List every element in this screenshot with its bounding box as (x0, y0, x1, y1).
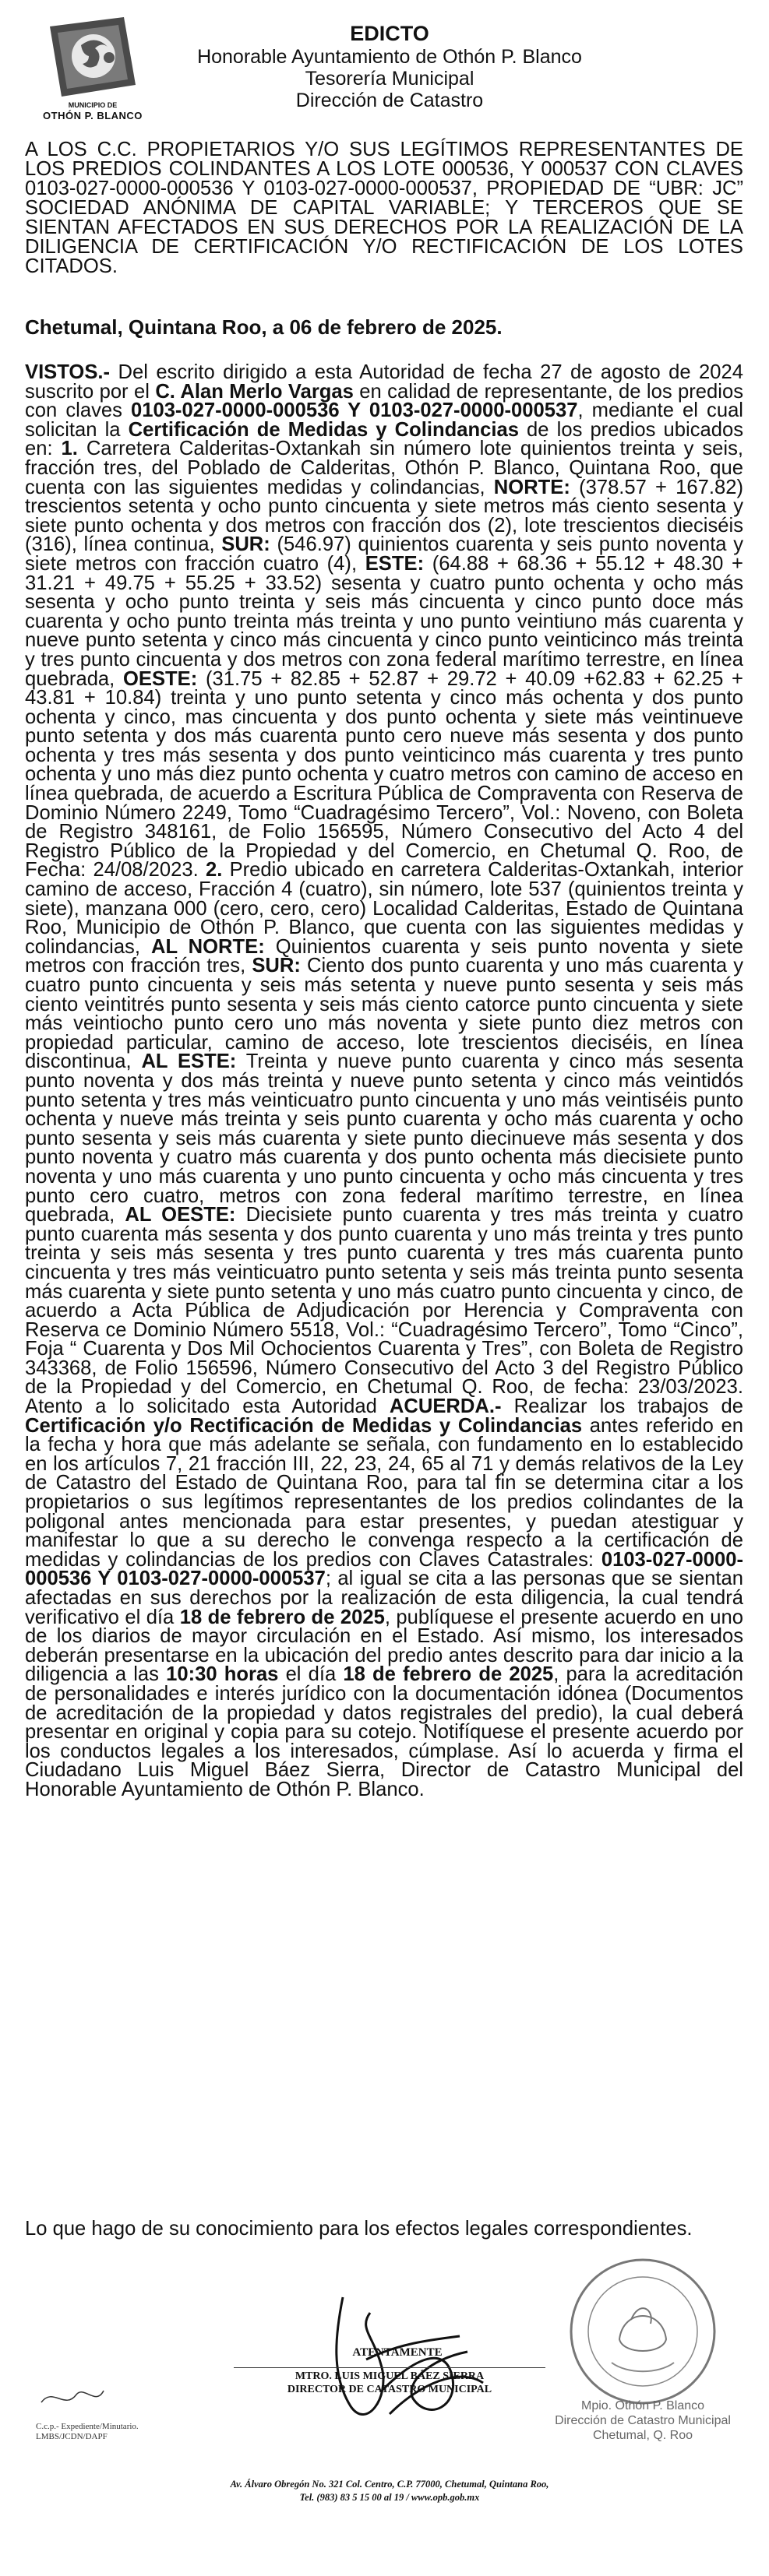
header-titles (125, 22, 654, 111)
addressees-paragraph: A LOS C.C. PROPIETARIOS Y/O SUS LEGÍTIMOS REPRESENTANTES DE LOS PREDIOS COLINDANTES A LOS LOTE 000536, Y 000537 CON CLAVES 0103-027-0000-000536 Y 0103-027-0000-000537, PROPIEDAD DE “UBR: JC” SOCIEDAD ANÓNIMA DE CAPITAL VARIABLE; Y TERCEROS QUE SE SIENTAN AFECTADOS EN SUS DERECHOS POR LA REALIZACIÓN DE LA DILIGENCIA DE CERTIFICACIÓN Y/O RECTIFICACIÓN DE LOS LOTES CITADOS. (25, 139, 743, 277)
header-line-2: Tesorería Municipal (305, 68, 474, 90)
signature-block (0, 2243, 769, 2576)
cc-line-2: LMBS/JCDN/DAPF (36, 2432, 108, 2441)
body-este-1: ESTE: (365, 552, 425, 575)
body-seg-20: Predio ubicado en carretera Calderitas-Oxtankah, interior camino de acceso, Fracción 4 (cuatro), sin número, lote 537 (quinientos treinta y siete), manzana 000 (cero, cero, cero) Localidad Calderitas, Estado de Quintana Roo, Municipio de Othón P. Blanco, que cuenta con las siguientes medidas y colindancias, (25, 859, 743, 958)
body-seg-34: ; al igual se cita a las personas que se sientan afectadas en sus derechos por la realización de esta diligencia, la cual tendrá verificativo el día (25, 1568, 743, 1628)
body-certificacion-2: Certificación y/o Rectificación de Medidas y Colindancias (25, 1414, 583, 1437)
body-seg-30: Realizar los trabajos de (501, 1395, 743, 1418)
seal-text (538, 2398, 748, 2443)
seal-line-2: Dirección de Catastro Municipal (555, 2414, 731, 2427)
body-oeste-2: AL OESTE: (125, 1204, 236, 1226)
body-seg-40: , para la acreditación de personalidades e interés jurídico con la documentación idónea (Documentos de acreditación de la propiedad y datos registrales del predio), la cual deberá presentar en original y copia para su cotejo. Notifíquese el presente acuerdo por los conductos legales a los interesados, cúmplase. Así lo acuerda y firma el Ciudadano Luis Miguel Báez Sierra, Director de Catastro Municipal del Honorable Ayuntamiento de Othón P. Blanco. (25, 1663, 744, 1800)
atentamente-label: ATENTAMENTE (352, 2346, 443, 2359)
body-vistos: VISTOS.- (25, 361, 111, 383)
body-certificacion-1: Certificación de Medidas y Colindancias (128, 418, 519, 441)
place-and-date: Chetumal, Quintana Roo, a 06 de febrero de 2025. (25, 315, 503, 339)
body-item-2: 2. (205, 859, 223, 882)
body-seg-26: Treinta y nueve punto cuarenta y cinco más sesenta punto noventa y dos más treinta y nueve punto setenta y cinco más veintidós punto setenta y tres más veinticuatro punto cincuenta y uno más veintiséis punto ochenta y nueve más treinta y seis punto cuarenta y ocho más cuarenta y ocho punto sesenta y seis más cuarenta y siete punto diecinueve más sesenta y dos punto noventa y cuatro más cuarenta y dos punto ochenta más diecisiete punto noventa y uno más cuarenta y uno punto cincuenta y ocho más cincuenta y tres punto cero cuatro, metros con zona federal marítimo terrestre, en línea quebrada, (25, 1050, 743, 1226)
signature-rule (234, 2367, 545, 2368)
cc-line-1: C.c.p.- Expediente/Minutario. (36, 2422, 139, 2431)
body-sur-2: SUR: (252, 955, 301, 977)
office-address (140, 2478, 639, 2504)
body-hora: 10:30 horas (166, 1663, 279, 1686)
body-seg-6: , mediante el cual solicitan la (25, 399, 743, 441)
body-norte-1: NORTE: (493, 476, 570, 498)
body-norte-2: AL NORTE: (150, 935, 265, 958)
body-item-1: 1. (61, 438, 78, 460)
body-seg-16: (64.88 + 68.36 + 55.12 + 48.30 + 31.21 + 49.75 + 55.25 + 33.52) sesenta y cuatro punto ochenta y ocho más sesenta y ocho punto treinta y seis más cincuenta y cinco punto doce más cuarenta y ocho punto treinta más treinta y uno punto veintiuno más cuarenta y nueve punto setenta y cinco más cincuenta y cinco punto veinticinco más treinta y tres punto cincuenta y dos metros con zona federal marítimo terrestre, en línea quebrada, (25, 552, 743, 690)
body-claves-1: 0103-027-0000-000536 Y 0103-027-0000-000537 (131, 399, 578, 422)
body-oeste-1: OESTE: (122, 667, 198, 690)
body-seg-38: el día (278, 1663, 344, 1686)
body-fecha-2: 18 de febrero de 2025 (343, 1663, 554, 1686)
seal-line-3: Chetumal, Q. Roo (592, 2429, 693, 2442)
initials-scribble-icon (37, 2379, 108, 2418)
signer-title (226, 2370, 553, 2396)
body-acuerda: ACUERDA.- (389, 1395, 502, 1418)
body-seg-10: Carretera Calderitas-Oxtankah sin número lote quinientos treinta y seis, fracción tres, del Poblado de Calderitas, Othón P. Blanco, Quintana Roo, que cuenta con las siguientes medidas y colindancias, (25, 438, 743, 498)
body-seg-8: de los predios ubicados en: (25, 418, 743, 460)
body-seg-32: antes referido en la fecha y hora que más adelante se señala, con fundamento en lo establecido en los artículos 7, 21 fracción III, 22, 23, 24, 65 al 71 y demás relativos de la Ley de Catastro del Estado de Quintana Roo, para tal fin se determina citar a los propietarios o sus legítimos representantes de los predios colindantes de la poligonal antes mencionada para estar presentes, y puedan atestiguar y manifestar lo que a su derecho le convenga respecto a la certificación de medidas y colindancias de los predios con Claves Catastrales: (25, 1414, 743, 1571)
body-seg-36: , publíquese el presente acuerdo en uno de los diarios de mayor circulación en el Estado. Así mismo, los interesados deberán presentarse en la ubicación del predio antes descrito para dar inicio a la diligencia a las (25, 1606, 743, 1686)
body-seg-24: Ciento dos punto cuarenta y uno más cuarenta y cuatro punto cincuenta y seis más setenta y nueve punto sesenta y seis más ciento veintitrés punto sesenta y seis más ciento catorce punto cincuenta y siete más veintiocho punto cero uno más noventa y siete punto diez metros con propiedad particular, camino de acceso, lote trescientos dieciséis, en línea discontinua, (25, 955, 743, 1073)
copy-notation (36, 2422, 139, 2442)
page-title: EDICTO (350, 22, 429, 45)
seal-line-1: Mpio. Othón P. Blanco (580, 2399, 705, 2412)
body-text (25, 363, 743, 1800)
body-este-2: AL ESTE: (141, 1050, 237, 1073)
body-seg-28: Diecisiete punto cuarenta y tres más treinta y cuatro punto cuarenta más sesenta y dos punto cuarenta y uno más treinta y tres punto treinta y seis más sesenta y tres punto cuarenta y tres más cuarenta punto cincuenta y tres más veinticuatro punto setenta y seis más treinta punto sesenta más cuarenta y siete punto setenta y uno más cuatro punto cincuenta y cinco, de acuerdo a Acta Pública de Adjudicación por Herencia y Compraventa con Reserva ce Dominio Número 5518, Vol.: “Cuadragésimo Tercero”, Tomo “Cinco”, Foja “ Cuarenta y Dos Mil Ochocientos Cuarenta y Tres”, con Boleta de Registro 343368, de Folio 156596, Número Consecutivo del Acto 3 del Registro Público de la Propiedad y del Comercio, en Chetumal Q. Roo, de fecha: 23/03/2023. Atento a lo solicitado esta Autoridad (25, 1204, 744, 1418)
body-claves-2: 0103-027-0000-000536 Y 0103-027-0000-000537 (25, 1548, 743, 1590)
body-fecha-1: 18 de febrero de 2025 (179, 1606, 385, 1628)
header-line-1: Honorable Ayuntamiento de Othón P. Blanco (197, 46, 582, 68)
body-seg-4: en calidad de representante, de los predios con claves (25, 380, 743, 422)
document-header (0, 0, 769, 125)
body-representative: C. Alan Merlo Vargas (155, 380, 354, 403)
body-seg-14: (546.97) quinientos cuarenta y seis punto noventa y siete metros con fracción cuatro (4), (25, 533, 743, 575)
logo-caption-main: OTHÓN P. BLANCO (43, 110, 143, 121)
address-line-2: Tel. (983) 83 5 15 00 al 19 / www.opb.gob.mx (299, 2492, 480, 2503)
body-seg-22: Quinientos cuarenta y seis punto noventa y siete metros con fracción tres, (25, 935, 743, 977)
body-sur-1: SUR: (221, 533, 270, 556)
closing-line: Lo que hago de su conocimiento para los efectos legales correspondientes. (25, 2218, 693, 2240)
address-line-1: Av. Álvaro Obregón No. 321 Col. Centro, C.P. 77000, Chetumal, Quintana Roo, (230, 2479, 549, 2490)
body-seg-12: (378.57 + 167.82) trescientos setenta y ocho punto cincuenta y siete metros más ciento sesenta y siete punto ochenta y dos metros con fracción dos (2), lote trescientos dieciséis (316), línea continua, (25, 476, 743, 556)
body-seg-18: (31.75 + 82.85 + 52.87 + 29.72 + 40.09 +62.83 + 62.25 + 43.81 + 10.84) treinta y uno punto setenta y cinco más ochenta y dos punto ochenta y cinco, mas cincuenta y dos punto ochenta y siete más veintinueve punto setenta y dos más cuarenta punto cero nueve más sesenta y dos punto ochenta y tres más sesenta y dos punto veinticinco más cuarenta y tres punto ochenta y uno más diez punto ochenta y cuatro metros con camino de acceso en línea quebrada, de acuerdo a Escritura Pública de Compraventa con Reserva de Dominio Número 2249, Tomo “Cuadragésimo Tercero”, Vol.: Noveno, con Boleta de Registro 348161, de Folio 156595, Número Consecutivo del Acto 4 del Registro Público de la Propiedad y del Comercio, en Chetumal Q. Roo, de Fecha: 24/08/2023. (25, 667, 743, 882)
signer-name: MTRO. LUIS MIGUEL BÁEZ SIERRA (295, 2370, 485, 2382)
body-seg-2: Del escrito dirigido a esta Autoridad de fecha 27 de agosto de 2024 suscrito por el (25, 361, 743, 403)
signer-position: DIRECTOR DE CATASTRO MUNICIPAL (287, 2384, 492, 2395)
header-line-3: Dirección de Catastro (295, 90, 484, 111)
logo-caption-top: MUNICIPIO DE (68, 101, 118, 109)
